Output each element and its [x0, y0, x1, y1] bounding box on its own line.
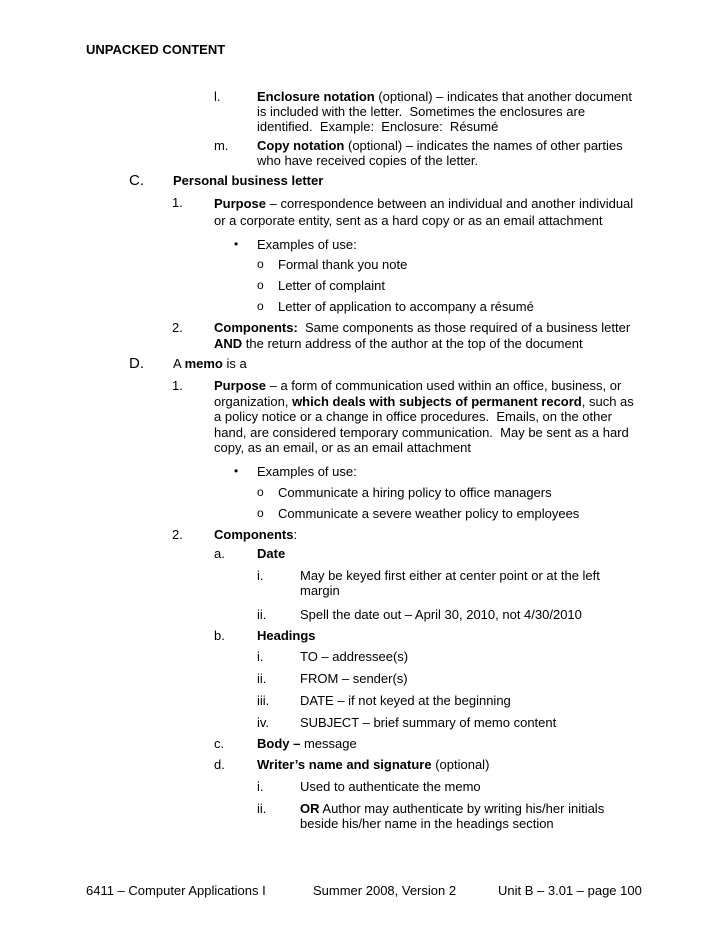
text-run: Same components as those required of a business letter — [297, 320, 631, 335]
text-run: Examples of use: — [257, 464, 357, 479]
text-line — [214, 378, 634, 394]
bold-run: Purpose — [214, 196, 267, 211]
outline-text — [257, 546, 285, 561]
text-run: Examples of use: — [257, 237, 357, 252]
bold-run: Headings — [257, 628, 316, 643]
outline-text — [257, 628, 316, 643]
text-run: Author may authenticate by writing his/her initials — [319, 801, 605, 816]
outline-marker: • — [234, 464, 239, 478]
bold-run: Enclosure notation — [257, 89, 375, 104]
text-run: who have received copies of the letter. — [257, 153, 479, 168]
text-run: identified. Example: Enclosure: Résumé — [257, 119, 499, 134]
text-run: is a — [222, 356, 247, 371]
outline-marker: m. — [214, 138, 229, 153]
outline-marker: ii. — [257, 671, 267, 686]
text-run: Spell the date out – April 30, 2010, not 4/30/2010 — [300, 607, 582, 622]
text-run: A — [173, 356, 185, 371]
bold-run: Writer’s name and signature — [257, 757, 432, 772]
text-run: May be keyed first either at center point or at the left — [300, 568, 600, 583]
outline-text — [300, 671, 408, 686]
text-line — [278, 299, 534, 314]
text-line — [300, 816, 604, 831]
text-line — [300, 779, 481, 794]
bold-run: AND — [214, 336, 243, 351]
outline-marker: D. — [129, 355, 144, 372]
text-line — [257, 119, 632, 134]
outline-marker: b. — [214, 628, 225, 643]
text-line — [257, 104, 632, 119]
outline-marker: i. — [257, 568, 264, 583]
outline-text — [257, 736, 357, 751]
text-line — [173, 356, 247, 371]
outline-marker: c. — [214, 736, 225, 751]
outline-text — [278, 299, 534, 314]
outline-text — [257, 138, 623, 168]
text-run: – correspondence between an individual and another individual — [266, 196, 634, 211]
outline-text — [300, 715, 556, 730]
text-line — [257, 464, 357, 479]
text-line — [214, 440, 634, 456]
outline-marker: iv. — [257, 715, 270, 730]
text-line — [300, 715, 556, 730]
bold-run: Purpose — [214, 378, 267, 393]
outline-marker: d. — [214, 757, 225, 772]
text-run: (optional) — [431, 757, 490, 772]
text-line — [257, 628, 316, 643]
text-run: copy, as an email, or as an email attachment — [214, 440, 471, 455]
text-run: message — [300, 736, 357, 751]
text-run: Used to authenticate the memo — [300, 779, 481, 794]
footer-page: Unit B – 3.01 – page 100 — [498, 883, 642, 898]
outline-text — [300, 649, 408, 664]
outline-text — [278, 485, 552, 500]
outline-marker: o — [257, 506, 264, 520]
text-line — [300, 693, 511, 708]
text-line — [214, 409, 634, 425]
outline-text — [214, 527, 297, 542]
text-line — [214, 394, 634, 410]
outline-text — [257, 757, 489, 772]
outline-marker: C. — [129, 172, 144, 189]
outline-marker: 1. — [172, 195, 183, 210]
text-line — [300, 649, 408, 664]
text-line — [300, 568, 600, 583]
outline-text — [257, 89, 632, 134]
text-run: is included with the letter. Sometimes the enclosures are — [257, 104, 586, 119]
text-run: margin — [300, 583, 340, 598]
text-run: Formal thank you note — [278, 257, 408, 272]
text-line — [257, 757, 489, 772]
outline-text — [214, 320, 630, 352]
bold-run: Components: — [214, 320, 298, 335]
text-line — [214, 336, 630, 352]
text-run: Letter of complaint — [278, 278, 385, 293]
text-line — [278, 506, 579, 521]
text-run: Letter of application to accompany a résumé — [278, 299, 534, 314]
outline-text — [173, 356, 247, 371]
text-line — [257, 237, 357, 252]
outline-text — [300, 779, 481, 794]
text-run: – a form of communication used within an office, business, or — [266, 378, 622, 393]
text-line — [214, 212, 633, 229]
text-run: Communicate a hiring policy to office managers — [278, 485, 552, 500]
page-header: UNPACKED CONTENT — [86, 42, 226, 57]
outline-marker: 2. — [172, 320, 183, 335]
outline-marker: a. — [214, 546, 225, 561]
outline-text — [300, 607, 582, 622]
text-run: a policy notice or a change in office procedures. Emails, on the other — [214, 409, 612, 424]
text-line — [257, 138, 623, 153]
outline-text — [173, 173, 323, 188]
outline-marker: • — [234, 237, 239, 251]
text-line — [278, 257, 407, 272]
text-line — [214, 320, 630, 336]
text-line — [300, 583, 600, 598]
bold-run: Copy notation — [257, 138, 345, 153]
outline-text — [257, 237, 357, 252]
bold-run: Body – — [257, 736, 301, 751]
text-line — [214, 425, 634, 441]
text-run: the return address of the author at the top of the document — [242, 336, 583, 351]
outline-text — [257, 464, 357, 479]
outline-text — [214, 378, 634, 456]
bold-run: memo — [184, 356, 223, 371]
text-run: organization, — [214, 393, 293, 409]
text-run: beside his/her name in the headings section — [300, 816, 554, 831]
text-line — [278, 485, 552, 500]
outline-marker: o — [257, 257, 264, 271]
text-run: SUBJECT – brief summary of memo content — [300, 715, 557, 730]
bold-run: Personal business letter — [173, 173, 324, 188]
text-run: : — [293, 527, 298, 542]
bold-run: Date — [257, 546, 286, 561]
outline-marker: l. — [214, 89, 221, 104]
text-run: Communicate a severe weather policy to employees — [278, 506, 580, 521]
outline-text — [300, 693, 511, 708]
bold-run: OR — [300, 801, 320, 816]
text-run: DATE – if not keyed at the beginning — [300, 693, 511, 708]
text-run: , such as — [581, 393, 634, 409]
text-line — [257, 736, 357, 751]
outline-marker: i. — [257, 779, 264, 794]
outline-text — [300, 801, 604, 831]
text-line — [257, 153, 623, 168]
footer-term: Summer 2008, Version 2 — [313, 883, 457, 898]
outline-marker: o — [257, 278, 264, 292]
outline-marker: o — [257, 299, 264, 313]
text-line — [300, 801, 604, 816]
outline-text — [214, 195, 633, 229]
outline-marker: ii. — [257, 801, 267, 816]
bold-run: Components — [214, 527, 294, 542]
text-line — [257, 546, 285, 561]
text-run: or a corporate entity, sent as a hard copy or as an email attachment — [214, 213, 603, 228]
text-run: TO – addressee(s) — [300, 649, 409, 664]
bold-run: which deals with subjects of permanent record — [292, 393, 582, 409]
outline-text — [278, 278, 385, 293]
text-run: hand, are considered temporary communication. May be sent as a hard — [214, 424, 629, 440]
text-run: FROM – sender(s) — [300, 671, 408, 686]
outline-marker: 2. — [172, 527, 183, 542]
text-run: (optional) – indicates the names of other parties — [344, 138, 623, 153]
text-line — [300, 607, 582, 622]
text-line — [257, 89, 632, 104]
outline-marker: i. — [257, 649, 264, 664]
text-run: (optional) – indicates that another document — [374, 89, 633, 104]
outline-marker: 1. — [172, 378, 183, 393]
outline-marker: ii. — [257, 607, 267, 622]
text-line — [300, 671, 408, 686]
outline-text — [278, 257, 407, 272]
outline-text — [300, 568, 600, 598]
text-line — [278, 278, 385, 293]
outline-marker: iii. — [257, 693, 270, 708]
footer-course: 6411 – Computer Applications I — [86, 883, 266, 898]
text-line — [214, 195, 633, 212]
text-line — [173, 173, 323, 188]
outline-text — [278, 506, 579, 521]
text-line — [214, 527, 297, 542]
outline-marker: o — [257, 485, 264, 499]
